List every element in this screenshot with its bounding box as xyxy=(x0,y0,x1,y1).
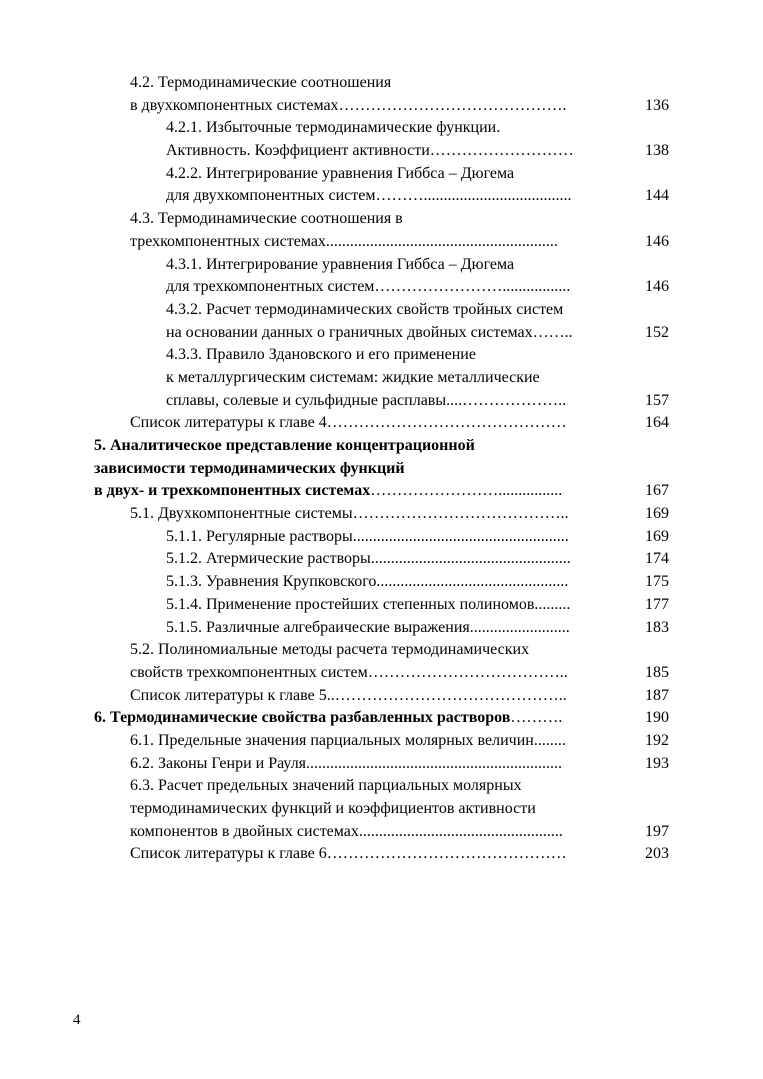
toc-line xyxy=(0,231,763,254)
toc-entry-text: 5.1.5. Различные алгебраические выражения......................... xyxy=(166,618,570,636)
toc-leader-dots: ……………………................ xyxy=(370,482,563,500)
toc-line xyxy=(0,458,763,481)
toc-line xyxy=(0,185,763,208)
toc-line xyxy=(0,140,763,163)
table-of-contents xyxy=(0,72,763,866)
toc-entry-text: 6.1. Предельные значения парциальных молярных величин........ xyxy=(130,731,566,749)
toc-entry-text: для трехкомпонентных систем……………………................. xyxy=(166,278,571,296)
toc-page-number: 138 xyxy=(645,142,669,160)
toc-entry-text: 4.2.1. Избыточные термодинамические функции. xyxy=(166,119,501,137)
toc-line xyxy=(0,821,763,844)
toc-line xyxy=(0,662,763,685)
toc-entry-text: в двухкомпонентных системах……………………………………. xyxy=(130,96,567,114)
toc-line xyxy=(0,798,763,821)
toc-entry-text: 5.1.2. Атермические растворы.................................................. xyxy=(166,550,571,568)
toc-line xyxy=(0,367,763,390)
toc-line xyxy=(0,707,763,730)
toc-line xyxy=(0,276,763,299)
toc-entry-text: 5. Аналитическое представление концентрационной xyxy=(94,437,475,454)
toc-line xyxy=(0,299,763,322)
toc-line xyxy=(0,390,763,413)
toc-entry-text: 5.1.4. Применение простейших степенных полиномов......... xyxy=(166,595,571,613)
toc-line xyxy=(0,775,763,798)
toc-page-number: 183 xyxy=(645,618,669,636)
toc-entry-text: Список литературы к главе 5..…………………………………….. xyxy=(130,686,567,704)
toc-entry-text: в двух- и трехкомпонентных системах……………………................ xyxy=(94,482,563,500)
toc-line xyxy=(0,730,763,753)
toc-entry-text: 4.3.2. Расчет термодинамических свойств тройных систем xyxy=(166,300,564,318)
toc-page-number: 185 xyxy=(645,663,669,681)
toc-entry-text: 4.2.2. Интегрирование уравнения Гиббса – Дюгема xyxy=(166,164,515,182)
toc-entry-text: 4.2. Термодинамические соотношения xyxy=(130,74,392,91)
toc-line xyxy=(0,503,763,526)
toc-page-number: 164 xyxy=(645,414,669,432)
toc-line xyxy=(0,843,763,866)
toc-entry-text: сплавы, солевые и сульфидные расплавы....……………….. xyxy=(166,391,567,409)
toc-entry-text: термодинамических функций и коэффициентов активности xyxy=(130,800,536,817)
toc-entry-text: 4.3.3. Правило Здановского и его применение xyxy=(166,346,476,364)
toc-page-number: 146 xyxy=(645,232,669,250)
toc-line xyxy=(0,435,763,458)
toc-leader-dots: ………. xyxy=(510,709,563,727)
toc-line xyxy=(0,163,763,186)
toc-line xyxy=(0,526,763,549)
toc-page-number: 157 xyxy=(645,391,669,409)
toc-line xyxy=(0,594,763,617)
toc-entry-text: Активность. Коэффициент активности……………………… xyxy=(166,142,574,160)
toc-entry-text: для двухкомпонентных систем………..................................... xyxy=(166,187,572,205)
toc-page-number: 197 xyxy=(645,822,669,840)
toc-line xyxy=(0,322,763,345)
toc-entry-text: к металлургическим системам: жидкие металлические xyxy=(166,368,540,386)
toc-entry-text: 4.3.1. Интегрирование уравнения Гиббса – Дюгема xyxy=(166,255,515,273)
toc-page-number: 169 xyxy=(645,505,669,523)
toc-page-number: 192 xyxy=(645,731,669,749)
toc-page-number: 146 xyxy=(645,278,669,296)
toc-page-number: 190 xyxy=(645,709,669,727)
toc-line xyxy=(0,617,763,640)
toc-line xyxy=(0,639,763,662)
toc-entry-text: зависимости термодинамических функций xyxy=(94,459,405,477)
toc-entry-text: свойств трехкомпонентных систем……………………………….. xyxy=(130,663,568,681)
toc-page-number: 144 xyxy=(645,187,669,205)
page-number: 4 xyxy=(73,1012,81,1028)
toc-entry-text: 5.1. Двухкомпонентные системы………………………………….. xyxy=(130,505,569,523)
toc-line xyxy=(0,72,763,95)
toc-entry-text: 6.3. Расчет предельных значений парциальных молярных xyxy=(130,777,522,795)
toc-entry-text: 5.1.1. Регулярные растворы...................................................... xyxy=(166,527,569,545)
toc-line xyxy=(0,344,763,367)
toc-page-number: 169 xyxy=(645,527,669,545)
toc-entry-text: 5.2. Полиномиальные методы расчета термодинамических xyxy=(130,641,530,659)
toc-entry-text: 6.2. Законы Генри и Рауля................................................................ xyxy=(130,754,563,772)
toc-line xyxy=(0,95,763,118)
toc-entry-text: 4.3. Термодинамические соотношения в xyxy=(130,210,403,228)
toc-line xyxy=(0,571,763,594)
toc-entry-text: компонентов в двойных системах................................................... xyxy=(130,822,563,840)
toc-page-number: 152 xyxy=(645,323,669,341)
toc-entry-text: Список литературы к главе 4……………………………………… xyxy=(130,414,567,432)
toc-line xyxy=(0,208,763,231)
toc-line xyxy=(0,412,763,435)
toc-line xyxy=(0,685,763,708)
toc-entry-text: трехкомпонентных системах.......................................................... xyxy=(130,232,558,250)
toc-page-number: 136 xyxy=(645,96,669,114)
toc-line xyxy=(0,254,763,277)
toc-entry-text: на основании данных о граничных двойных системах…….. xyxy=(166,323,573,341)
toc-entry-text: Список литературы к главе 6……………………………………… xyxy=(130,845,567,863)
toc-entry-text: 6. Термодинамические свойства разбавленных растворов………. xyxy=(94,709,563,727)
toc-page-number: 167 xyxy=(645,482,669,500)
toc-page-number: 203 xyxy=(645,845,669,863)
toc-line xyxy=(0,480,763,503)
toc-page-number: 177 xyxy=(645,595,669,613)
toc-page-number: 175 xyxy=(645,573,669,591)
toc-page-number: 193 xyxy=(645,754,669,772)
toc-line xyxy=(0,753,763,776)
toc-line xyxy=(0,117,763,140)
toc-line xyxy=(0,548,763,571)
toc-page-number: 187 xyxy=(645,686,669,704)
toc-entry-text: 5.1.3. Уравнения Крупковского................................................ xyxy=(166,573,569,591)
toc-page-number: 174 xyxy=(645,550,669,568)
